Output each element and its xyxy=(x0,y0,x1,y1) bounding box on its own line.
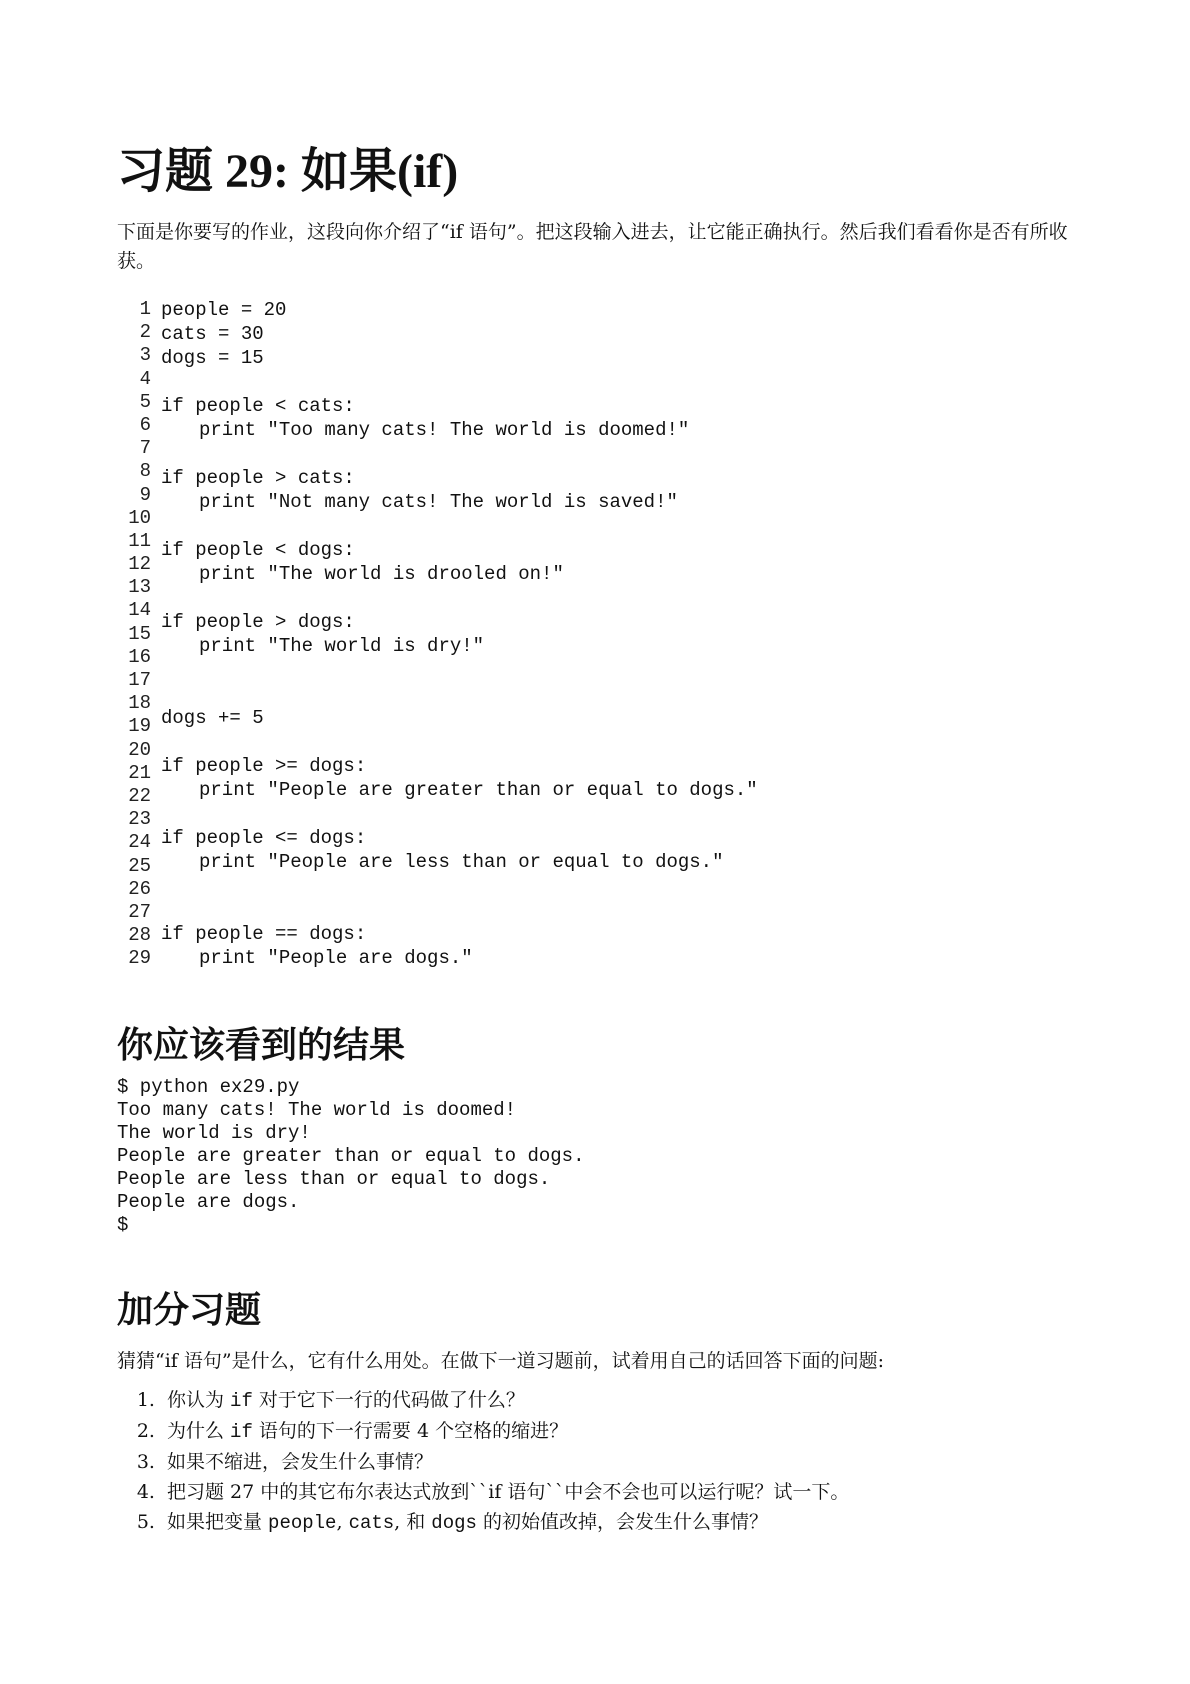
code-line-text: print "The world is drooled on!" xyxy=(199,563,564,586)
intro-paragraph: 下面是你要写的作业，这段向你介绍了“if 语句”。把这段输入进去，让它能正确执行。然后我们看看你是否有所收获。 xyxy=(117,221,1068,272)
output-line: $ python ex29.py xyxy=(117,1076,300,1099)
document-page xyxy=(117,140,1077,1538)
bonus-item-text: , 和 xyxy=(394,1511,432,1534)
bonus-item-text: 你认为 xyxy=(167,1389,231,1412)
line-number-column xyxy=(117,298,151,970)
code-line xyxy=(161,898,758,922)
code-line xyxy=(161,682,758,706)
line-number: 21 xyxy=(128,761,151,784)
code-line xyxy=(161,418,758,442)
line-number: 3 xyxy=(139,344,151,367)
bonus-item-text: 为什么 xyxy=(167,1420,231,1443)
output-line: Too many cats! The world is doomed! xyxy=(117,1099,517,1122)
code-line-text: dogs = 15 xyxy=(161,347,264,370)
code-line-text: print "Too many cats! The world is doomed!" xyxy=(199,419,690,442)
bonus-heading: 加分习题 xyxy=(117,1290,262,1332)
code-line xyxy=(161,730,758,754)
code-line xyxy=(161,922,758,946)
bonus-item xyxy=(161,1416,1077,1447)
line-number: 20 xyxy=(128,738,151,761)
bonus-item xyxy=(161,1385,1077,1416)
code-line-text: if people >= dogs: xyxy=(161,755,367,778)
line-number: 15 xyxy=(128,622,151,645)
code-line-text: cats = 30 xyxy=(161,323,264,346)
code-line xyxy=(161,610,758,634)
code-line xyxy=(161,586,758,610)
output-line: The world is dry! xyxy=(117,1122,311,1145)
line-number: 23 xyxy=(128,808,151,831)
code-line-text: if people <= dogs: xyxy=(161,827,367,850)
code-listing xyxy=(117,298,1077,970)
code-line xyxy=(161,442,758,466)
inline-code: if xyxy=(230,1390,253,1413)
line-number: 9 xyxy=(139,483,151,506)
line-number: 2 xyxy=(139,321,151,344)
output-line: People are dogs. xyxy=(117,1191,300,1214)
code-line xyxy=(161,562,758,586)
code-line xyxy=(161,346,758,370)
code-line-text: people = 20 xyxy=(161,299,287,321)
line-number: 13 xyxy=(128,576,151,599)
code-line xyxy=(161,466,758,490)
code-line xyxy=(161,754,758,778)
line-number: 17 xyxy=(128,669,151,691)
line-number: 25 xyxy=(128,854,151,877)
code-line xyxy=(161,802,758,826)
code-line xyxy=(161,706,758,730)
console-output xyxy=(117,1076,1077,1237)
line-number: 8 xyxy=(139,460,151,483)
code-line xyxy=(161,514,758,538)
line-number: 12 xyxy=(128,553,151,576)
bonus-item xyxy=(161,1477,1077,1507)
code-line xyxy=(161,394,758,418)
line-number: 28 xyxy=(128,924,151,947)
bonus-item-text: , xyxy=(336,1511,349,1534)
code-line xyxy=(161,658,758,682)
line-number: 26 xyxy=(128,877,151,900)
line-number: 10 xyxy=(128,506,151,529)
code-line-text: if people > dogs: xyxy=(161,611,355,634)
bonus-item-text: 对于它下一行的代码做了什么？ xyxy=(252,1389,525,1412)
output-line: People are less than or equal to dogs. xyxy=(117,1168,551,1191)
code-line xyxy=(161,370,758,394)
bonus-item xyxy=(161,1507,1077,1538)
bonus-intro: 猜猜“if 语句”是什么，它有什么用处。在做下一道习题前，试着用自己的话回答下面的问题: xyxy=(117,1350,884,1373)
bonus-item xyxy=(161,1447,1077,1477)
code-line xyxy=(161,538,758,562)
code-line-text: if people < cats: xyxy=(161,395,355,418)
code-line xyxy=(161,826,758,850)
line-number: 19 xyxy=(128,715,151,738)
line-number: 24 xyxy=(128,831,151,854)
output-line: $ xyxy=(117,1214,129,1237)
code-line-text: print "People are dogs." xyxy=(199,947,473,970)
line-number: 29 xyxy=(128,947,151,970)
bonus-item-text: 如果不缩进，会发生什么事情？ xyxy=(167,1451,434,1474)
bonus-item-text: 的初始值改掉，会发生什么事情？ xyxy=(476,1511,768,1534)
inline-code: if xyxy=(230,1421,253,1444)
line-number: 14 xyxy=(128,599,151,622)
code-line-text: print "People are less than or equal to dogs." xyxy=(199,851,724,874)
bonus-item-text: 把习题 27 中的其它布尔表达式放到``if 语句``中会不会也可以运行呢？试一下。 xyxy=(167,1481,850,1504)
code-line xyxy=(161,850,758,874)
bonus-item-text: 如果把变量 xyxy=(167,1511,269,1534)
line-number: 6 xyxy=(139,413,151,436)
line-number: 18 xyxy=(128,692,151,715)
code-line-text: if people == dogs: xyxy=(161,923,367,946)
inline-code: cats xyxy=(348,1512,395,1535)
code-line-text: print "The world is dry!" xyxy=(199,635,485,658)
results-heading: 你应该看到的结果 xyxy=(117,1025,406,1067)
bonus-exercise-list xyxy=(117,1385,1077,1538)
code-line xyxy=(161,778,758,802)
line-number: 16 xyxy=(128,645,151,668)
code-line-text: dogs += 5 xyxy=(161,707,264,730)
code-line-text: if people < dogs: xyxy=(161,539,355,562)
bonus-item-text: 语句的下一行需要 4 个空格的缩进？ xyxy=(252,1420,569,1443)
code-lines xyxy=(161,298,758,970)
code-line xyxy=(161,322,758,346)
code-line xyxy=(161,946,758,970)
line-number: 22 xyxy=(128,784,151,807)
line-number: 1 xyxy=(139,298,151,320)
line-number: 27 xyxy=(128,900,151,923)
page-title: 习题 29: 如果(if) xyxy=(117,145,459,198)
code-line xyxy=(161,874,758,898)
line-number: 11 xyxy=(128,529,151,552)
line-number: 5 xyxy=(139,390,151,413)
code-line-text: if people > cats: xyxy=(161,467,355,490)
code-line xyxy=(161,634,758,658)
output-line: People are greater than or equal to dogs. xyxy=(117,1145,585,1168)
line-number: 4 xyxy=(139,367,151,390)
code-line-text: print "Not many cats! The world is saved!" xyxy=(199,491,678,514)
code-line-text: print "People are greater than or equal to dogs." xyxy=(199,779,758,802)
inline-code: dogs xyxy=(431,1512,477,1535)
code-line xyxy=(161,490,758,514)
code-line xyxy=(161,298,758,322)
inline-code: people xyxy=(268,1512,337,1535)
line-number: 7 xyxy=(139,437,151,460)
